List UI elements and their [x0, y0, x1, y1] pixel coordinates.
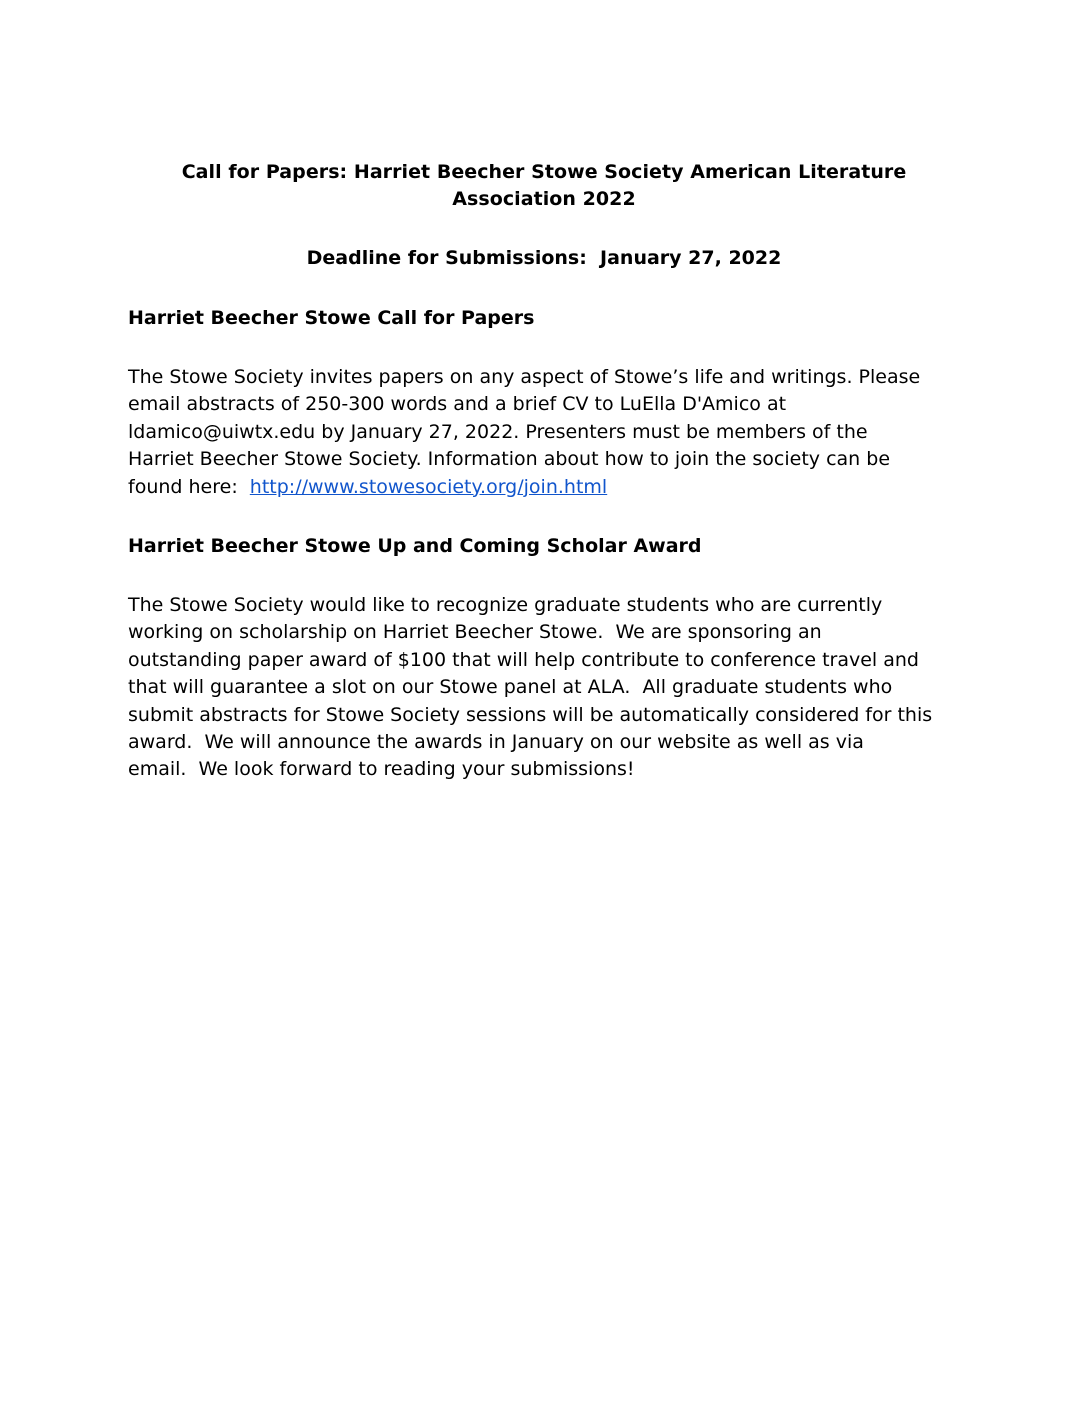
- document-title: [128, 159, 960, 213]
- title-line: Call for Papers: Harriet Beecher Stowe Society American Literature: [181, 161, 907, 183]
- submission-deadline: Deadline for Submissions: January 27, 2022: [306, 247, 782, 269]
- paragraph-line: working on scholarship on Harriet Beecher Stowe. We are sponsoring an: [128, 621, 822, 644]
- call-for-papers-paragraph: [128, 364, 968, 501]
- paragraph-line: The Stowe Society invites papers on any aspect of Stowe’s life and writings. Please: [128, 366, 921, 388]
- paragraph-line: outstanding paper award of $100 that will help contribute to conference travel and: [128, 648, 919, 671]
- paragraph-line: email. We look forward to reading your submissions!: [128, 758, 635, 781]
- paragraph-line: Harriet Beecher Stowe Society. Information about how to join the society can be: [128, 448, 891, 471]
- paragraph-line: submit abstracts for Stowe Society sessions will be automatically considered for this: [128, 703, 933, 726]
- join-society-link[interactable]: http://www.stowesociety.org/join.html: [249, 475, 608, 498]
- paragraph-line: email abstracts of 250-300 words and a brief CV to LuElla D'Amico at: [128, 393, 787, 416]
- paragraph-line: The Stowe Society would like to recognize graduate students who are currently: [128, 594, 883, 616]
- paragraph-line: ldamico@uiwtx.edu by January 27, 2022. Presenters must be members of the: [128, 420, 868, 443]
- paragraph-line-with-link: [128, 474, 968, 501]
- paragraph-line: that will guarantee a slot on our Stowe panel at ALA. All graduate students who: [128, 676, 893, 699]
- paragraph-line: award. We will announce the awards in January on our website as well as via: [128, 731, 864, 754]
- section-heading-call-for-papers: Harriet Beecher Stowe Call for Papers: [128, 307, 535, 329]
- section-heading-scholar-award: Harriet Beecher Stowe Up and Coming Scholar Award: [128, 535, 702, 557]
- link-prefix: found here:: [128, 475, 250, 498]
- title-line: Association 2022: [452, 188, 636, 210]
- scholar-award-paragraph: [128, 592, 968, 784]
